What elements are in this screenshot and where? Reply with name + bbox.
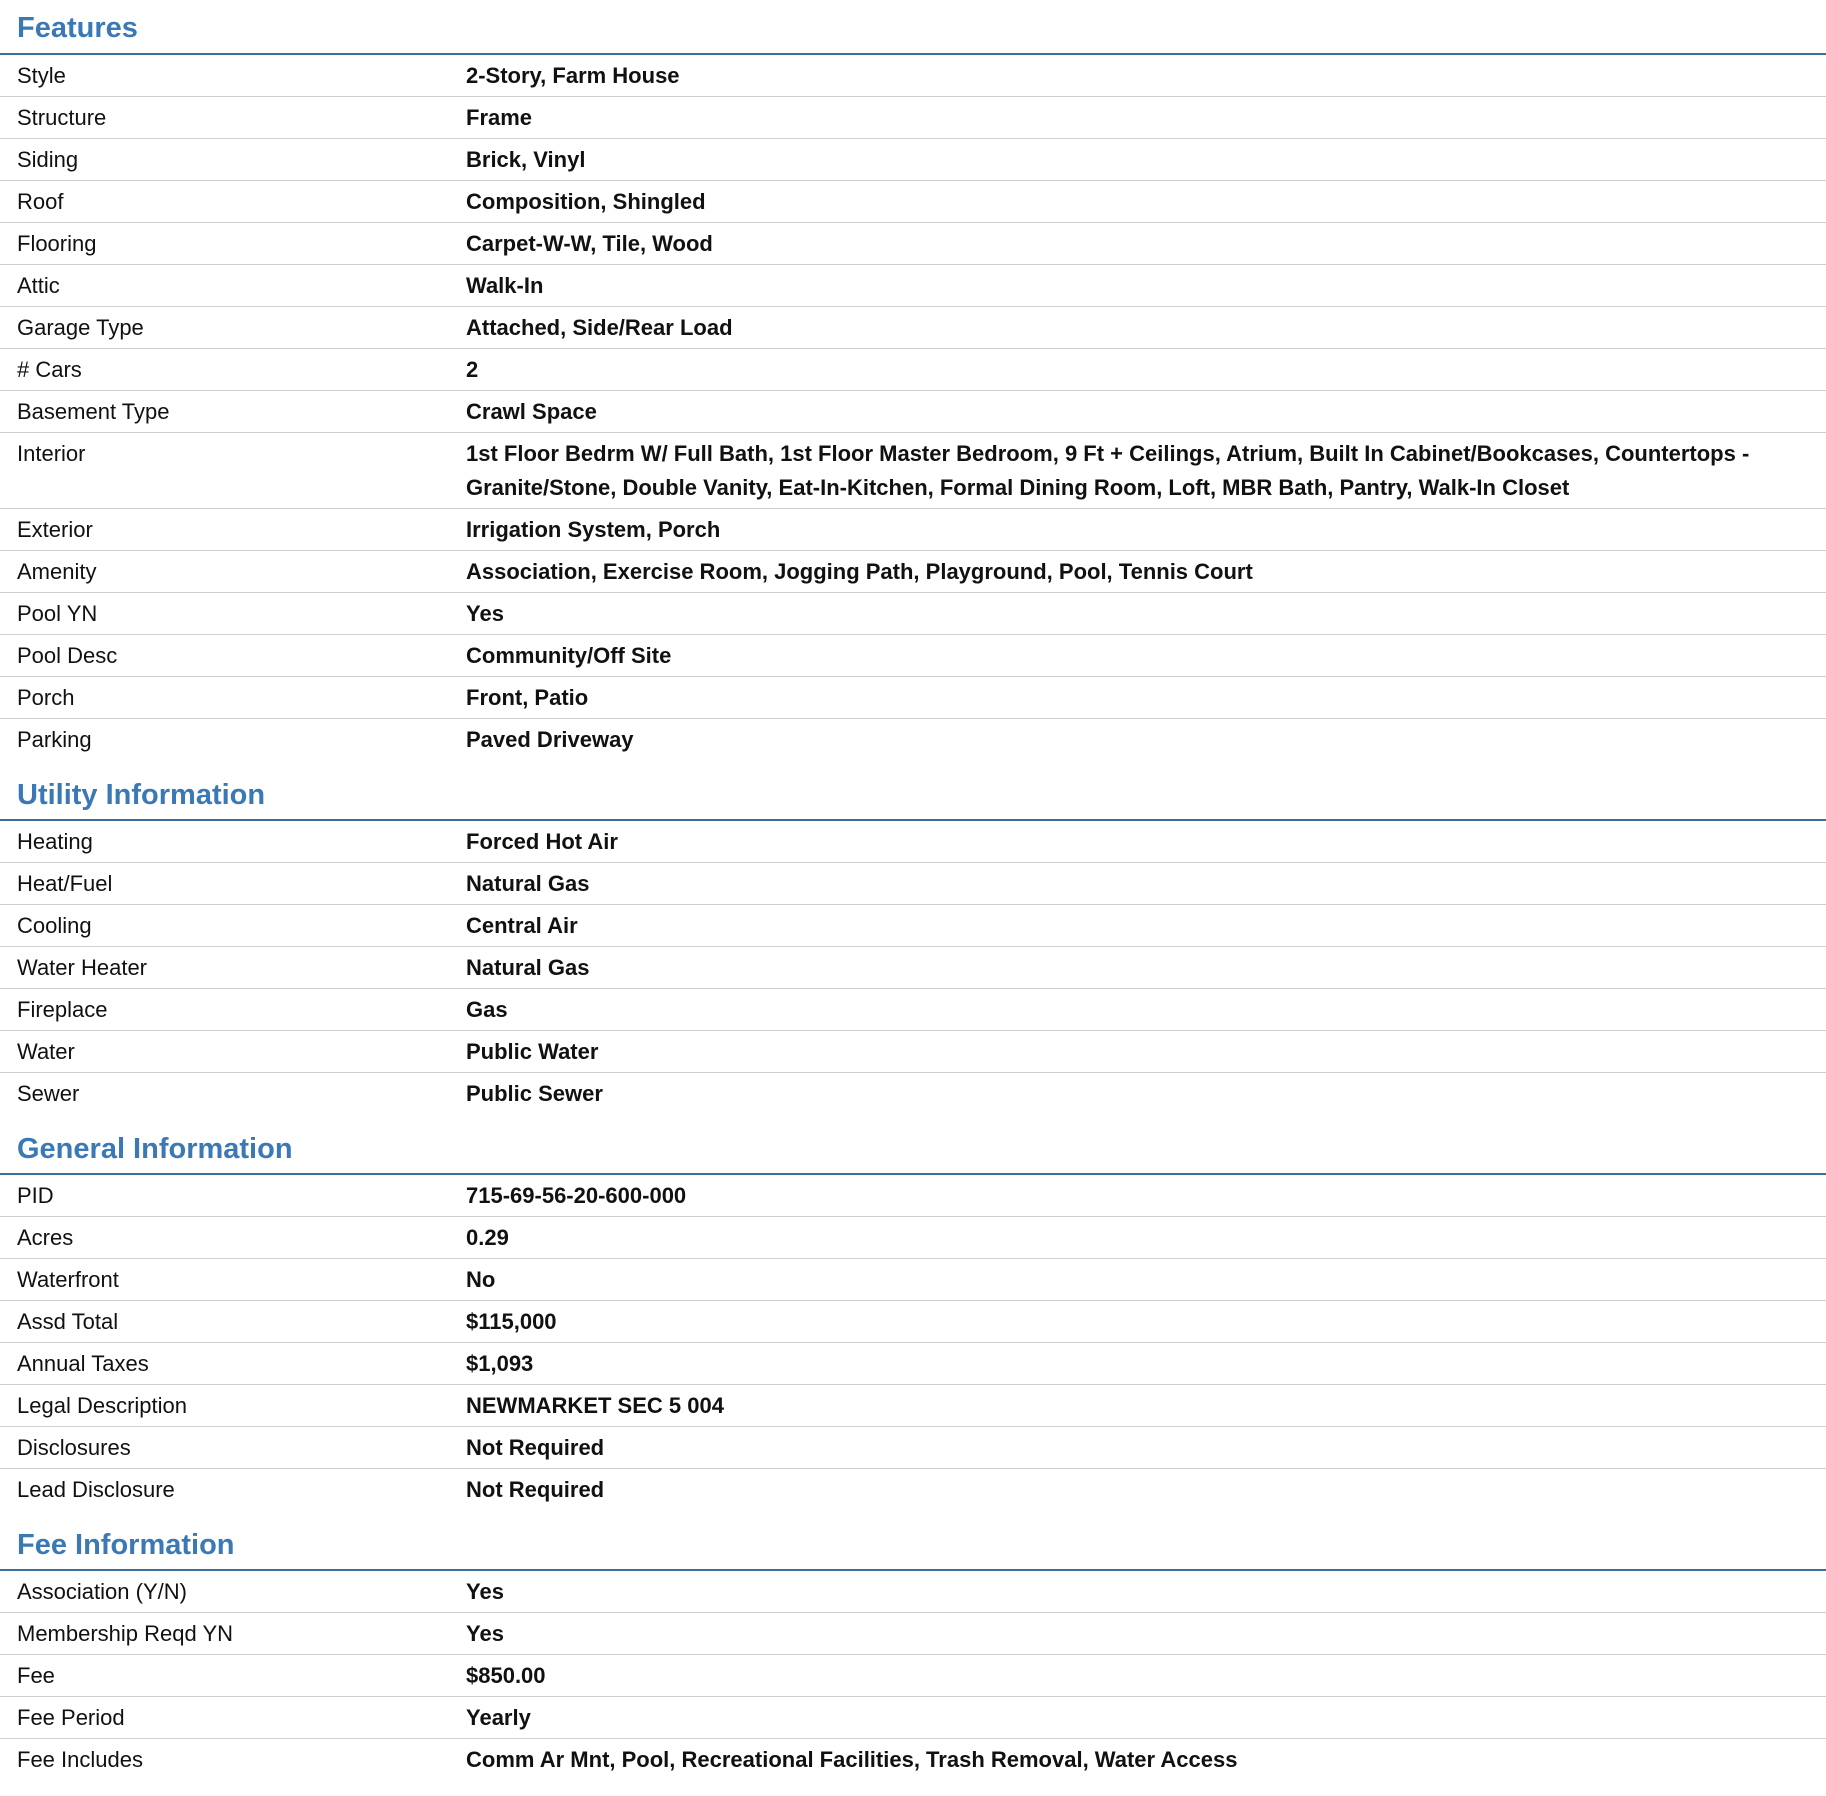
table-row (0, 223, 1826, 265)
field-value: Public Water (466, 1039, 599, 1064)
table-row (0, 1385, 1826, 1427)
field-value: Composition, Shingled (466, 189, 706, 214)
field-value: Paved Driveway (466, 727, 634, 752)
section-utility-information (0, 767, 1826, 1121)
field-label: Amenity (17, 559, 97, 584)
field-label: Roof (17, 189, 64, 214)
detail-table (0, 821, 1826, 1115)
field-value: Central Air (466, 913, 578, 938)
field-label: Exterior (17, 517, 93, 542)
field-value: Irrigation System, Porch (466, 517, 721, 542)
field-value: Forced Hot Air (466, 829, 618, 854)
table-row (0, 55, 1826, 97)
section-features (0, 0, 1826, 767)
field-value: Yearly (466, 1705, 531, 1730)
field-label: # Cars (17, 357, 82, 382)
table-row (0, 593, 1826, 635)
detail-table (0, 1175, 1826, 1511)
table-row (0, 265, 1826, 307)
field-value: Comm Ar Mnt, Pool, Recreational Facilities, Trash Removal, Water Access (466, 1747, 1238, 1772)
field-label: Heating (17, 829, 93, 854)
table-row (0, 509, 1826, 551)
table-row (0, 863, 1826, 905)
table-row (0, 1469, 1826, 1511)
field-label: Lead Disclosure (17, 1477, 175, 1502)
field-value: $1,093 (466, 1351, 534, 1376)
section-title: Utility Information (0, 767, 1826, 821)
field-label: Pool YN (17, 601, 98, 626)
field-value: Yes (466, 601, 504, 626)
field-value: Walk-In (466, 273, 544, 298)
table-row (0, 1031, 1826, 1073)
field-label: Interior (17, 441, 86, 466)
field-label: Water (17, 1039, 75, 1064)
table-row (0, 635, 1826, 677)
field-value: Brick, Vinyl (466, 147, 586, 172)
table-row (0, 391, 1826, 433)
field-value: Front, Patio (466, 685, 589, 710)
table-row (0, 1697, 1826, 1739)
field-label: Fee Period (17, 1705, 125, 1730)
field-value: Natural Gas (466, 871, 590, 896)
field-value: No (466, 1267, 496, 1292)
section-fee-information (0, 1517, 1826, 1781)
field-value: Carpet-W-W, Tile, Wood (466, 231, 713, 256)
field-label: Style (17, 63, 66, 88)
field-label: Flooring (17, 231, 97, 256)
field-value: Public Sewer (466, 1081, 603, 1106)
field-value: Yes (466, 1579, 504, 1604)
table-row (0, 1571, 1826, 1613)
table-row (0, 719, 1826, 761)
field-label: Heat/Fuel (17, 871, 113, 896)
table-row (0, 139, 1826, 181)
field-value: Not Required (466, 1477, 605, 1502)
table-row (0, 181, 1826, 223)
section-title: Features (0, 0, 1826, 55)
detail-table (0, 55, 1826, 761)
field-label: Fee (17, 1663, 55, 1688)
field-value: Frame (466, 105, 533, 130)
table-row (0, 1343, 1826, 1385)
field-label: Sewer (17, 1081, 80, 1106)
field-value: Yes (466, 1621, 504, 1646)
field-value: NEWMARKET SEC 5 004 (466, 1393, 724, 1418)
field-value: 2 (466, 357, 479, 382)
field-value: Crawl Space (466, 399, 597, 424)
field-label: Association (Y/N) (17, 1579, 187, 1604)
table-row (0, 1175, 1826, 1217)
table-row (0, 677, 1826, 719)
table-row (0, 989, 1826, 1031)
table-row (0, 821, 1826, 863)
table-row (0, 307, 1826, 349)
field-label: Cooling (17, 913, 92, 938)
field-value: Attached, Side/Rear Load (466, 315, 733, 340)
field-value: $115,000 (466, 1309, 557, 1334)
field-label: Pool Desc (17, 643, 118, 668)
field-label: Membership Reqd YN (17, 1621, 234, 1646)
field-value: 2-Story, Farm House (466, 63, 680, 88)
field-label: Fee Includes (17, 1747, 143, 1772)
field-value: 715-69-56-20-600-000 (466, 1183, 687, 1208)
table-row (0, 905, 1826, 947)
table-row (0, 1613, 1826, 1655)
section-title: General Information (0, 1121, 1826, 1175)
field-label: Assd Total (17, 1309, 119, 1334)
table-row (0, 1217, 1826, 1259)
field-label: PID (17, 1183, 54, 1208)
field-value: Not Required (466, 1435, 605, 1460)
table-row (0, 1259, 1826, 1301)
field-label: Siding (17, 147, 79, 172)
field-label: Structure (17, 105, 107, 130)
section-general-information (0, 1121, 1826, 1517)
table-row (0, 1427, 1826, 1469)
field-label: Water Heater (17, 955, 148, 980)
field-label: Disclosures (17, 1435, 131, 1460)
table-row (0, 349, 1826, 391)
field-label: Waterfront (17, 1267, 119, 1292)
field-value: $850.00 (466, 1663, 546, 1688)
field-label: Garage Type (17, 315, 144, 340)
table-row (0, 433, 1826, 509)
table-row (0, 1739, 1826, 1781)
field-value: Association, Exercise Room, Jogging Path, Playground, Pool, Tennis Court (466, 559, 1253, 584)
table-row (0, 1655, 1826, 1697)
field-value: Natural Gas (466, 955, 590, 980)
field-value: Gas (466, 997, 508, 1022)
section-title: Fee Information (0, 1517, 1826, 1571)
detail-table (0, 1571, 1826, 1781)
field-label: Acres (17, 1225, 74, 1250)
field-value: 0.29 (466, 1225, 509, 1250)
table-row (0, 1301, 1826, 1343)
table-row (0, 551, 1826, 593)
table-row (0, 97, 1826, 139)
field-label: Basement Type (17, 399, 170, 424)
field-label: Attic (17, 273, 60, 298)
field-value: Community/Off Site (466, 643, 672, 668)
field-label: Annual Taxes (17, 1351, 149, 1376)
field-value: 1st Floor Bedrm W/ Full Bath, 1st Floor Master Bedroom, 9 Ft + Ceilings, Atrium, Built In Cabinet/Bookcases, Countertops - Granite/Stone, Double Vanity, Eat-In-Kitchen, Formal Dining Room, Loft, MBR Bath, Pantry, Walk-In Closet (466, 441, 1750, 500)
field-label: Legal Description (17, 1393, 187, 1418)
field-label: Parking (17, 727, 92, 752)
field-label: Porch (17, 685, 75, 710)
table-row (0, 1073, 1826, 1115)
field-label: Fireplace (17, 997, 108, 1022)
table-row (0, 947, 1826, 989)
